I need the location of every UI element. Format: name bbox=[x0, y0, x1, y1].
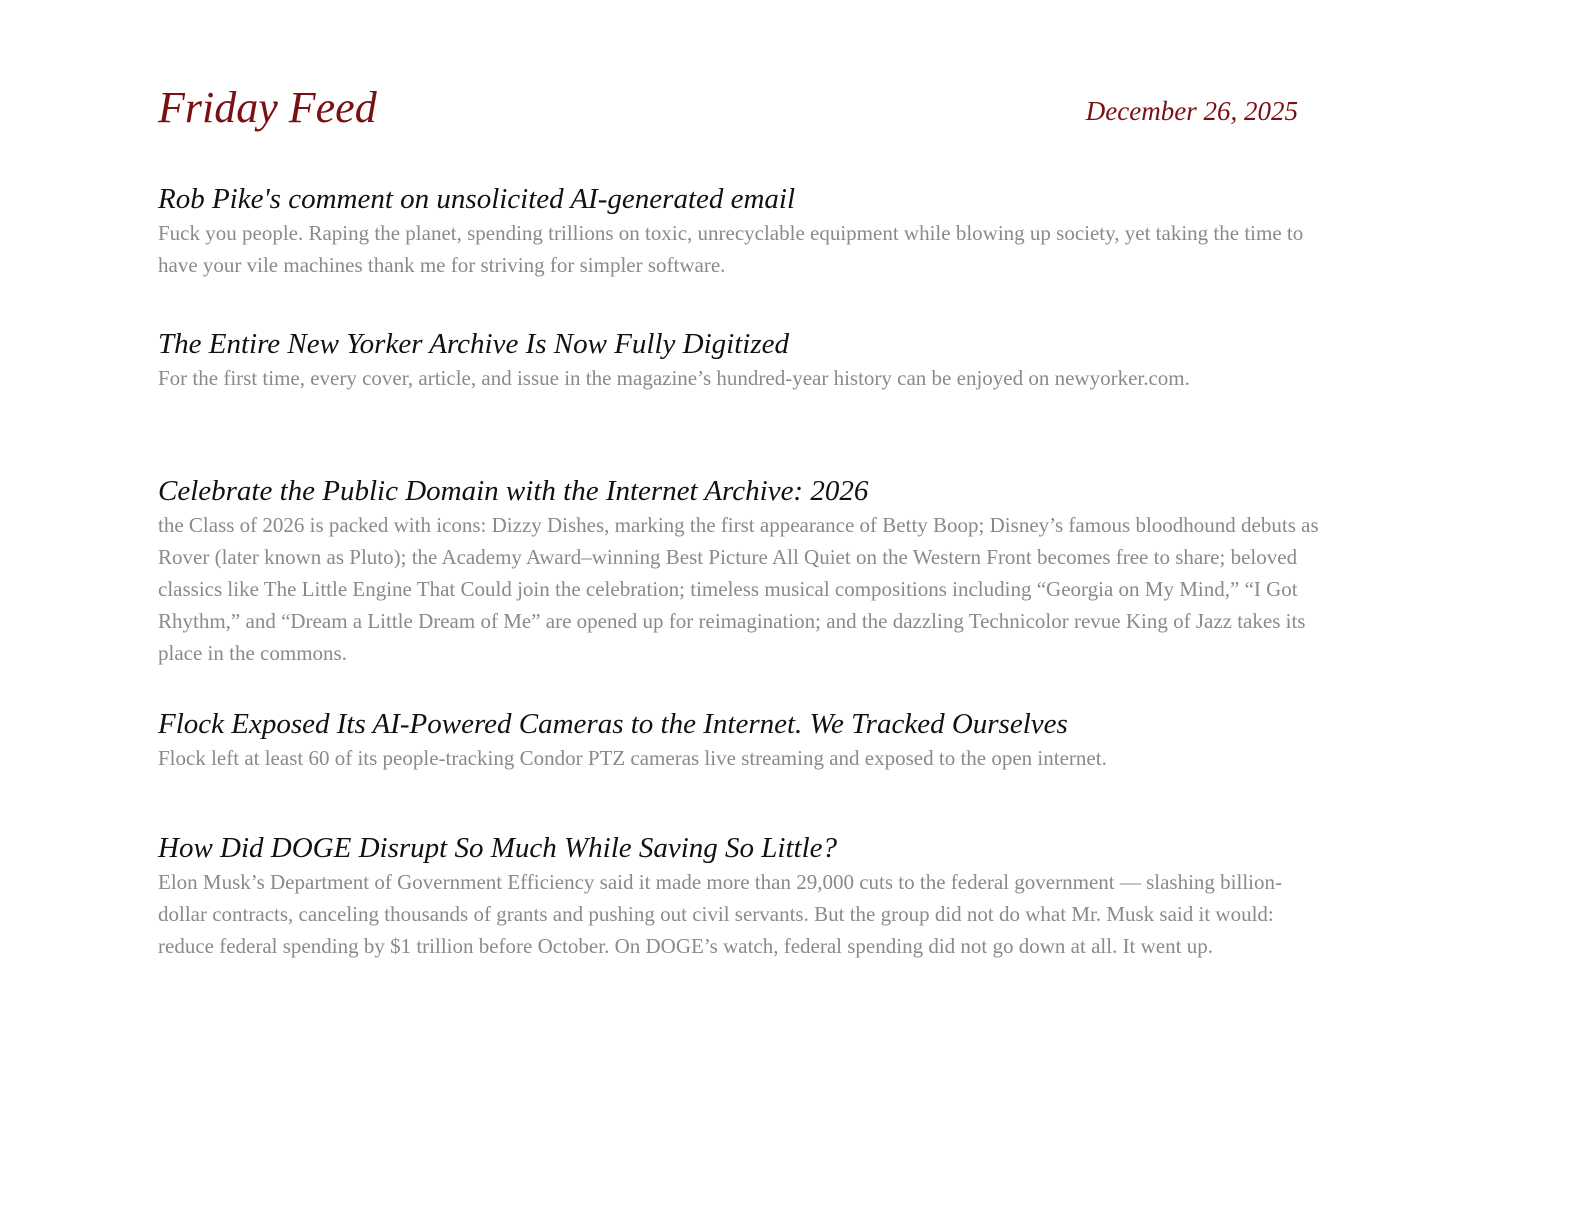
entry-title-link[interactable]: Rob Pike's comment on unsolicited AI-generated email bbox=[158, 183, 796, 215]
feed-entry bbox=[158, 473, 1328, 669]
entry-summary: Elon Musk’s Department of Government Efficiency said it made more than 29,000 cuts to the federal government — slashing billion-dollar contracts, canceling thousands of grants and pushing out civil servants. But the group did not do what Mr. Musk said it would: reduce federal spending by $1 trillion before October. On DOGE’s watch, federal spending did not go down at all. It went up. bbox=[158, 870, 1283, 958]
entry-title-link[interactable]: Celebrate the Public Domain with the Internet Archive: 2026 bbox=[158, 475, 869, 507]
entry-summary: Fuck you people. Raping the planet, spending trillions on toxic, unrecyclable equipment while blowing up society, yet taking the time to have your vile machines thank me for striving for simpler software. bbox=[158, 221, 1304, 277]
page-date: December 26, 2025 bbox=[1085, 96, 1298, 126]
feed-entry bbox=[158, 326, 1328, 394]
entry-summary: the Class of 2026 is packed with icons: Dizzy Dishes, marking the first appearance of Betty Boop; Disney’s famous bloodhound debuts as Rover (later known as Pluto); the Academy Award–winning Best Picture All Quiet on the Western Front becomes free to share; beloved classics like The Little Engine That Could join the celebration; timeless musical compositions including “Georgia on My Mind,” “I Got Rhythm,” and “Dream a Little Dream of Me” are opened up for reimagination; and the dazzling Technicolor revue King of Jazz takes its place in the commons. bbox=[158, 513, 1319, 665]
feed-entry bbox=[158, 706, 1328, 774]
entry-title-link[interactable]: Flock Exposed Its AI-Powered Cameras to the Internet. We Tracked Ourselves bbox=[158, 708, 1068, 740]
page-header bbox=[158, 82, 1298, 142]
page-title: Friday Feed bbox=[158, 83, 377, 132]
entry-title-link[interactable]: The Entire New Yorker Archive Is Now Fully Digitized bbox=[158, 328, 789, 360]
feed-entry bbox=[158, 181, 1328, 281]
feed-entry bbox=[158, 830, 1328, 962]
feed-page bbox=[158, 0, 1328, 1224]
entry-title-link[interactable]: How Did DOGE Disrupt So Much While Saving So Little? bbox=[158, 832, 838, 864]
entry-summary: For the first time, every cover, article, and issue in the magazine’s hundred-year history can be enjoyed on newyorker.com. bbox=[158, 366, 1190, 390]
entry-summary: Flock left at least 60 of its people-tracking Condor PTZ cameras live streaming and exposed to the open internet. bbox=[158, 746, 1107, 770]
